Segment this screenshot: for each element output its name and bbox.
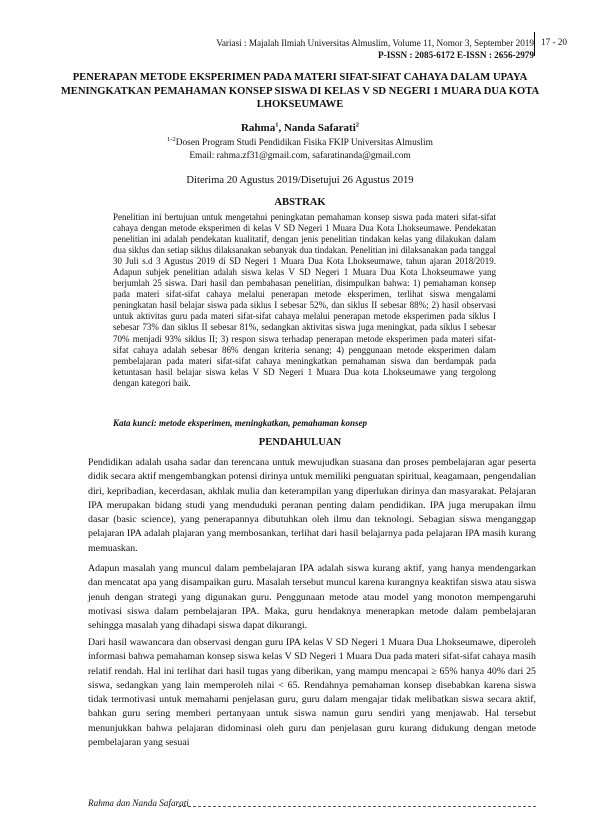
- author-emails: Email: rahma.zf31@gmail.com, safaratinanda@gmail.com: [189, 150, 411, 161]
- author-line: [0, 122, 600, 134]
- header-divider: [534, 32, 535, 56]
- section-heading: PENDAHULUAN: [258, 437, 342, 448]
- abstract-body: Penelitian ini bertujuan untuk mengetahui peningkatan pemahaman konsep siswa pada materi sifat-sifat cahaya dengan metode eksperimen di kelas V SD Negeri 1 Muara Dua Kota Lhokseumawe. Pendekatan penelitian ini adalah pendekatan kualitatif, dengan jenis penelitian tindakan kelas yang dilakukan dalam dua siklus dan setiap siklus dilaksanakan sebanyak dua tindakan. Penelitian ini dilaksanakan pada tanggal 30 Juli s.d 3 Agustus 2019 di SD Negeri 1 Muara Dua Kota Lhokseumawe, tahun ajaran 2018/2019. Adapun subjek penelitian adalah siswa kelas V SD Negeri 1 Muara Dua Kota Lhokseumawe yang berjumlah 25 siswa. Dari hasil dan pembahasan penelitian, disimpulkan bahwa: 1) pemahaman konsep pada materi sifat-sifat cahaya melalui penerapan metode eksperimen, terlihat siswa mengalami peningkatan hasil belajar siswa pada siklus I sebesar 52%, dan siklus II sebesar 88%; 2) hasil observasi untuk aktivitas guru pada materi sifat-sifat cahaya melalui penerapan metode eksperimen pada siklus I sebesar 73% dan siklus II sebesar 81%, sedangkan aktivitas siswa juga meningkat, pada siklus I sebesar 70% menjadi 93% siklus II; 3) respon siswa terhadap penerapan metode eksperimen pada materi sifat-sifat cahaya adalah sebesar 86% dengan kriteria senang; 4) penggunaan metode eksperimen dalam pembelajaran pada materi sifat-sifat cahaya meningkatkan pemahaman siswa dan berdampak pada ketuntasan hasil belajar siswa kelas V SD Negeri 1 Muara Dua kota Lhokseumawe yang tergolong dengan kategori baik.: [113, 212, 496, 388]
- footer-authors: Rahma dan Nanda Safarati: [88, 798, 189, 808]
- affiliation-text: Dosen Program Studi Pendidikan Fisika FKIP Universitas Almuslim: [175, 138, 433, 148]
- author-1: Rahma: [240, 122, 276, 134]
- paragraph-2: Adapun masalah yang muncul dalam pembelajaran IPA adalah siswa kurang aktif, yang hanya mendengarkan dan mencatat apa yang disampaikan guru. Masalah tersebut muncul karena kurangnya keaktifan siswa atau siswa jenuh dengan strategi yang digunakan guru. Penggunaan metode atau model yang monoton mempengaruhi motivasi siswa dalam pembelajaran IPA. Maka, guru hendaknya menerapkan metode dalam pembelajaran sehingga masalah yang dihadapi siswa dapat dikurangi.: [88, 563, 536, 632]
- page-footer: [88, 798, 536, 808]
- paragraph-3: Dari hasil wawancara dan observasi dengan guru IPA kelas V SD Negeri 1 Muara Dua Lhokseumawe, diperoleh informasi bahwa pemahaman konsep siswa kelas V SD Negeri 1 Muara Dua pada materi sifat-sifat cahaya masih relatif rendah. Hal ini terlihat dari hasil tugas yang diberikan, yang mampu mencapai ≥ 65% hanya 40% dari 25 siswa, sedangkan yang lain memperoleh nilai < 65. Rendahnya pemahaman konsep disebabkan karena siswa tidak termotivasi untuk memahami penjelasan guru, guru dalam mengajar tidak melibatkan siswa secara aktif, bahkan guru sering memberi pertanyaan untuk siswa namun guru sendiri yang menjawab. Hal tersebut menunjukkan bahwa pelajaran didominasi oleh guru dan penjelasan guru kurang didukung dengan metode pembelajaran yang sesuai: [88, 637, 536, 749]
- journal-header: [216, 37, 534, 61]
- footer-rule: [178, 806, 536, 807]
- keywords: Kata kunci: metode eksperimen, meningkatkan, pemahaman konsep: [113, 418, 368, 428]
- affiliation: [0, 137, 600, 162]
- author-1-sup: 1: [275, 121, 279, 129]
- affiliation-sup: 1-2: [167, 135, 176, 143]
- journal-name: Variasi : Majalah Ilmiah Universitas Almuslim, Volume 11, Nomor 3, September 2019: [216, 38, 534, 48]
- author-2: Nanda Safarati: [283, 122, 356, 134]
- author-2-sup: 2: [355, 121, 360, 129]
- paper-title: PENERAPAN METODE EKSPERIMEN PADA MATERI SIFAT-SIFAT CAHAYA DALAM UPAYA MENINGKATKAN PEMAHAMAN KONSEP SISWA DI KELAS V SD NEGERI 1 MUARA DUA KOTA LHOKSEUMAWE: [60, 72, 540, 110]
- paragraph-1: Pendidikan adalah usaha sadar dan terencana untuk mewujudkan suasana dan proses pembelajaran agar peserta didik secara aktif mengembangkan potensi dirinya untuk memiliki penguatan spiritual, keagamaan, pengendalian diri, kepribadian, kecerdasan, akhlak mulia dan keterampilan yang diperlukan dirinya dan masyarakat. Pelajaran IPA merupakan bidang studi yang menduduki peranan penting dalam pendidikan. IPA juga merupakan ilmu dasar (basic science), yang penerapannya dibutuhkan oleh ilmu dan teknologi. Sebagian siswa menganggap pelajaran IPA adalah plajaran yang membosankan, terlihat dari hasil belajarnya pada pelajaran IPA masih kurang memuaskan.: [88, 457, 536, 554]
- journal-issn: P-ISSN : 2085-6172 E-ISSN : 2656-2979: [378, 50, 534, 60]
- received-dates: Diterima 20 Agustus 2019/Disetujui 26 Agustus 2019: [186, 175, 414, 186]
- page-range: 17 - 20: [541, 37, 568, 47]
- author-sep: ,: [278, 122, 284, 134]
- abstract-heading: ABSTRAK: [274, 197, 326, 208]
